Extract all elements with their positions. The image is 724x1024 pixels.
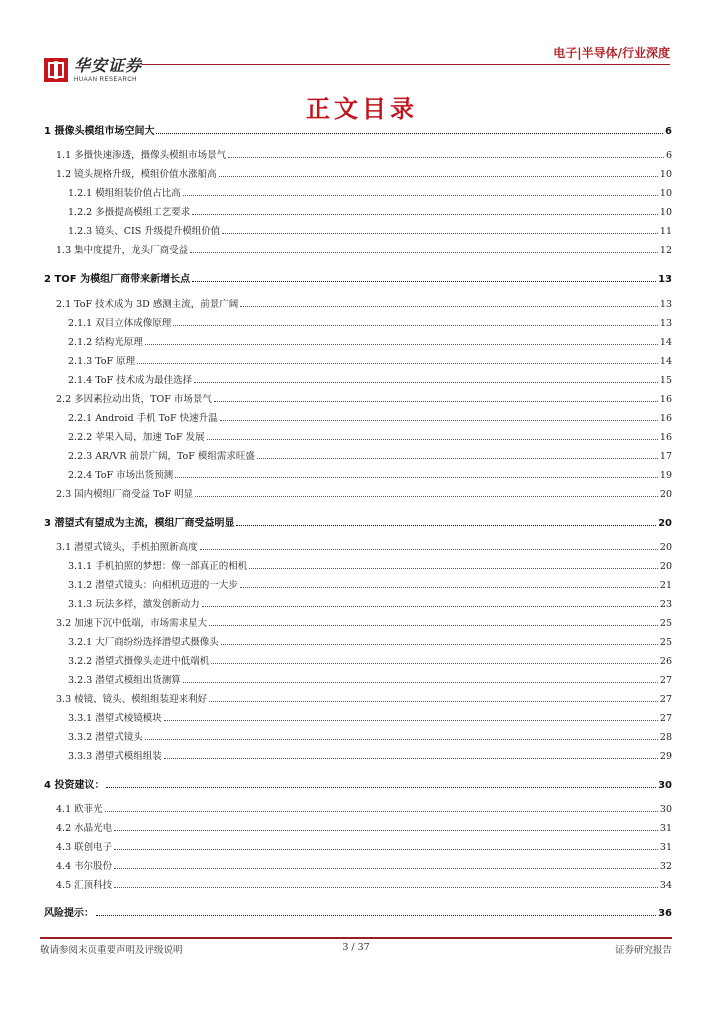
toc-leader-dots	[137, 362, 658, 364]
toc-entry-label: 4.3 联创电子	[56, 842, 113, 853]
toc-leader-dots	[221, 643, 658, 645]
toc-entry[interactable]	[68, 573, 672, 591]
toc-entry-label: 4.5 汇顶科技	[56, 880, 113, 891]
toc-leader-dots	[183, 194, 658, 196]
toc-entry-page: 16	[659, 432, 672, 443]
toc-entry[interactable]	[44, 773, 672, 791]
page-footer	[40, 942, 672, 956]
toc-entry-page: 10	[659, 169, 672, 180]
toc-entry[interactable]	[56, 611, 672, 629]
toc-entry[interactable]	[68, 592, 672, 610]
toc-entry-page: 16	[659, 394, 672, 405]
toc-entry-label: 2.1.4 ToF 技术成为最佳选择	[68, 375, 193, 386]
toc-leader-dots	[156, 132, 663, 134]
toc-leader-dots	[214, 400, 658, 402]
toc-entry[interactable]	[68, 444, 672, 462]
toc-entry-page: 10	[659, 188, 672, 199]
toc-entry-label: 2.2.4 ToF 市场出货预测	[68, 470, 174, 481]
toc-entry-page: 30	[659, 804, 672, 815]
toc-entry[interactable]	[56, 535, 672, 553]
toc-leader-dots	[249, 567, 658, 569]
toc-entry-page: 13	[658, 274, 672, 285]
toc-entry-label: 2.1.1 双目立体成像原理	[68, 318, 172, 329]
toc-leader-dots	[114, 886, 658, 888]
toc-entry[interactable]	[68, 463, 672, 481]
toc-entry-page: 36	[658, 908, 672, 919]
toc-entry[interactable]	[68, 349, 672, 367]
logo-english-name: HUAAN RESEARCH	[74, 77, 138, 83]
toc-entry[interactable]	[56, 835, 672, 853]
toc-entry[interactable]	[44, 119, 672, 137]
toc-entry[interactable]	[56, 873, 672, 891]
toc-entry-page: 20	[659, 489, 672, 500]
toc-leader-dots	[220, 419, 658, 421]
toc-entry[interactable]	[68, 554, 672, 572]
toc-entry-label: 2.1.2 结构光原理	[68, 337, 143, 348]
toc-entry-label: 3.3.3 潜望式模组组装	[68, 751, 162, 762]
toc-leader-dots	[96, 914, 656, 916]
footer-divider	[40, 937, 672, 939]
toc-leader-dots	[164, 719, 658, 721]
toc-entry-label: 3.3.2 潜望式镜头	[68, 732, 143, 743]
toc-leader-dots	[192, 280, 656, 282]
toc-entry-label: 4.1 欧菲光	[56, 804, 103, 815]
toc-leader-dots	[164, 757, 658, 759]
toc-leader-dots	[257, 457, 658, 459]
toc-leader-dots	[219, 175, 658, 177]
toc-entry-label: 3 潜望式有望成为主流，模组厂商受益明显	[44, 518, 235, 529]
toc-entry[interactable]	[68, 368, 672, 386]
toc-entry-page: 17	[659, 451, 672, 462]
toc-leader-dots	[211, 662, 658, 664]
toc-entry-page: 26	[659, 656, 672, 667]
toc-entry-page: 27	[659, 675, 672, 686]
toc-leader-dots	[240, 305, 658, 307]
toc-entry-page: 19	[659, 470, 672, 481]
toc-entry-label: 2 TOF 为模组厂商带来新增长点	[44, 274, 191, 285]
toc-entry[interactable]	[56, 687, 672, 705]
logo-chinese-name: 华安证券	[74, 56, 143, 75]
toc-entry[interactable]	[56, 143, 672, 161]
toc-leader-dots	[194, 381, 658, 383]
toc-entry[interactable]	[68, 330, 672, 348]
toc-entry-label: 1.2.3 镜头、CIS 升级提升模组价值	[68, 226, 221, 237]
toc-entry[interactable]	[68, 744, 672, 762]
toc-entry-page: 27	[659, 694, 672, 705]
toc-entry-label: 3.1.2 潜望式镜头：向相机迈进的一大步	[68, 580, 238, 591]
toc-entry-page: 34	[659, 880, 672, 891]
toc-entry-page: 14	[659, 356, 672, 367]
toc-leader-dots	[209, 624, 658, 626]
toc-entry-page: 11	[659, 226, 672, 237]
toc-entry-label: 2.2.2 苹果入局，加速 ToF 发展	[68, 432, 205, 443]
toc-entry[interactable]	[56, 816, 672, 834]
toc-entry[interactable]	[68, 181, 672, 199]
toc-leader-dots	[114, 867, 658, 869]
report-category: 电子|半导体/行业深度	[553, 46, 670, 60]
toc-entry-page: 6	[665, 126, 672, 137]
toc-entry-label: 1.2.2 多摄提高模组工艺要求	[68, 207, 191, 218]
toc-entry-page: 14	[659, 337, 672, 348]
toc-entry-page: 20	[659, 542, 672, 553]
toc-leader-dots	[195, 495, 658, 497]
toc-entry-label: 2.1 ToF 技术成为 3D 感测主流，前景广阔	[56, 299, 239, 310]
toc-leader-dots	[145, 738, 658, 740]
toc-entry-label: 3.2.2 潜望式摄像头走进中低端机	[68, 656, 210, 667]
toc-leader-dots	[183, 681, 658, 683]
toc-entry[interactable]	[68, 311, 672, 329]
toc-entry-label: 2.2.3 AR/VR 前景广阔，ToF 模组需求旺盛	[68, 451, 255, 462]
toc-leader-dots	[190, 251, 658, 253]
toc-entry-page: 13	[659, 299, 672, 310]
toc-leader-dots	[192, 213, 658, 215]
toc-entry[interactable]	[56, 797, 672, 815]
company-logo	[44, 58, 142, 83]
page-number: 3 / 37	[342, 942, 370, 953]
toc-entry-page: 25	[659, 637, 672, 648]
toc-entry-label: 4 投资建议：	[44, 780, 105, 791]
toc-entry-page: 21	[659, 580, 672, 591]
toc-entry-label: 3.1 潜望式镜头，手机拍照新高度	[56, 542, 198, 553]
toc-entry[interactable]	[68, 200, 672, 218]
toc-entry-page: 28	[659, 732, 672, 743]
logo-seal-icon	[44, 58, 68, 82]
toc-entry-page: 6	[665, 150, 672, 161]
toc-entry[interactable]	[56, 162, 672, 180]
toc-entry-label: 3.2.1 大厂商纷纷选择潜望式摄像头	[68, 637, 219, 648]
header-divider	[142, 64, 670, 65]
toc-entry-label: 3.2 加速下沉中低端，市场需求星大	[56, 618, 208, 629]
toc-entry-page: 20	[659, 561, 672, 572]
toc-entry[interactable]	[44, 511, 672, 529]
toc-leader-dots	[222, 232, 658, 234]
toc-entry-page: 30	[658, 780, 672, 791]
toc-entry[interactable]	[68, 425, 672, 443]
toc-entry-page: 31	[659, 842, 672, 853]
toc-leader-dots	[200, 548, 658, 550]
toc-leader-dots	[202, 605, 658, 607]
toc-entry[interactable]	[44, 901, 672, 919]
footer-disclaimer: 敬请参阅末页重要声明及评级说明	[40, 945, 183, 956]
toc-entry-label: 3.3 棱镜、镜头、模组组装迎来利好	[56, 694, 208, 705]
toc-entry-label: 3.1.1 手机拍照的梦想：像一部真正的相机	[68, 561, 248, 572]
toc-leader-dots	[228, 156, 664, 158]
toc-entry-page: 25	[659, 618, 672, 629]
toc-leader-dots	[105, 810, 658, 812]
toc-leader-dots	[173, 324, 658, 326]
toc-entry-label: 1.2 镜头规格升级，模组价值水涨船高	[56, 169, 217, 180]
toc-entry[interactable]	[56, 482, 672, 500]
toc-entry-page: 31	[659, 823, 672, 834]
toc-entry-label: 3.2.3 潜望式模组出货测算	[68, 675, 181, 686]
toc-entry-label: 3.3.1 潜望式棱镜模块	[68, 713, 162, 724]
toc-entry-page: 16	[659, 413, 672, 424]
toc-entry[interactable]	[56, 854, 672, 872]
toc-entry-page: 15	[659, 375, 672, 386]
toc-entry[interactable]	[68, 706, 672, 724]
toc-leader-dots	[175, 476, 658, 478]
toc-leader-dots	[207, 438, 658, 440]
toc-leader-dots	[106, 786, 656, 788]
toc-entry-label: 1 摄像头模组市场空间大	[44, 126, 155, 137]
footer-report-type: 证券研究报告	[614, 945, 672, 956]
page-title: 正文目录	[306, 95, 418, 123]
toc-leader-dots	[145, 343, 658, 345]
toc-entry-label: 2.3 国内模组厂商受益 ToF 明显	[56, 489, 194, 500]
toc-entry[interactable]	[68, 725, 672, 743]
toc-entry-page: 13	[659, 318, 672, 329]
toc-entry-label: 4.2 水晶光电	[56, 823, 113, 834]
toc-entry-page: 23	[659, 599, 672, 610]
toc-leader-dots	[114, 848, 658, 850]
toc-entry[interactable]	[56, 387, 672, 405]
toc-entry-label: 2.2 多因素拉动出货，TOF 市场景气	[56, 394, 212, 405]
toc-leader-dots	[240, 586, 658, 588]
toc-leader-dots	[236, 524, 656, 526]
toc-entry-label: 3.1.3 玩法多样，激发创新动力	[68, 599, 200, 610]
toc-entry-page: 32	[659, 861, 672, 872]
toc-entry[interactable]	[68, 668, 672, 686]
toc-entry-label: 1.3 集中度提升，龙头厂商受益	[56, 245, 189, 256]
toc-entry[interactable]	[56, 292, 672, 310]
toc-entry-label: 2.2.1 Android 手机 ToF 快速升温	[68, 413, 218, 424]
page-header	[0, 0, 724, 90]
toc-entry[interactable]	[56, 238, 672, 256]
toc-entry[interactable]	[68, 406, 672, 424]
toc-entry[interactable]	[68, 649, 672, 667]
toc-entry-label: 4.4 韦尔股份	[56, 861, 113, 872]
toc-entry-page: 29	[659, 751, 672, 762]
toc-entry-page: 12	[659, 245, 672, 256]
toc-entry[interactable]	[68, 219, 672, 237]
toc-entry-page: 10	[659, 207, 672, 218]
toc-entry-label: 风险提示：	[44, 908, 94, 919]
toc-entry-label: 1.1 多摄快速渗透，摄像头模组市场景气	[56, 150, 227, 161]
toc-leader-dots	[114, 829, 658, 831]
toc-leader-dots	[209, 700, 658, 702]
toc-entry-label: 1.2.1 模组组装价值占比高	[68, 188, 181, 199]
toc-entry[interactable]	[68, 630, 672, 648]
toc-entry-page: 27	[659, 713, 672, 724]
toc-entry[interactable]	[44, 267, 672, 285]
toc-entry-page: 20	[658, 518, 672, 529]
toc-entry-label: 2.1.3 ToF 原理	[68, 356, 136, 367]
